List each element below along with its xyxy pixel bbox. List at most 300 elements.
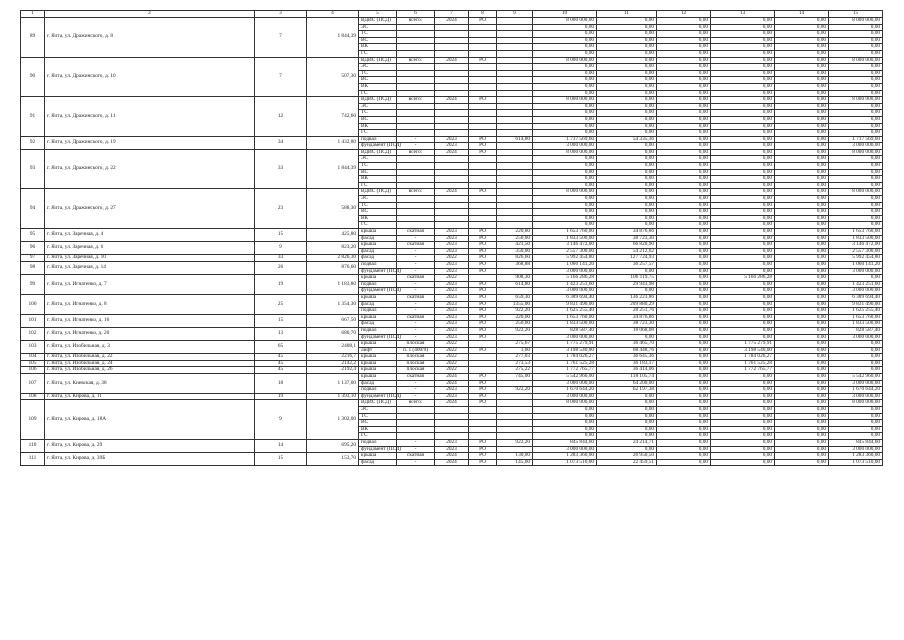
table-row xyxy=(21,149,883,156)
data-cell: 62 197,38 xyxy=(597,387,657,394)
data-cell: 3 000 000,00 xyxy=(829,268,883,275)
data-cell: 2023 xyxy=(435,242,469,249)
data-cell: 0,00 xyxy=(775,413,829,420)
data-cell: 3 000 000,00 xyxy=(533,288,597,295)
data-cell: 8 000 000,00 xyxy=(533,57,597,64)
data-cell: 0,00 xyxy=(533,70,597,77)
data-cell: 0,00 xyxy=(657,413,711,420)
object-area-cell: 1 354,30 xyxy=(307,294,359,314)
data-cell xyxy=(435,70,469,77)
data-cell: всего: xyxy=(397,18,435,25)
data-cell: 0,00 xyxy=(775,440,829,447)
data-cell: 3 146 472,00 xyxy=(829,242,883,249)
data-cell: 0,00 xyxy=(597,169,657,176)
data-cell: 0,00 xyxy=(657,24,711,31)
data-cell: 36 257,57 xyxy=(597,261,657,268)
data-cell: 273,53 xyxy=(497,360,533,367)
data-cell: 1 761 525,28 xyxy=(533,360,597,367)
data-cell: - xyxy=(397,321,435,328)
data-cell xyxy=(469,70,497,77)
data-cell: 0,00 xyxy=(711,196,775,203)
data-cell: 3 000 000,00 xyxy=(533,143,597,150)
data-cell: 1 283 360,00 xyxy=(533,453,597,460)
data-cell xyxy=(469,420,497,427)
data-cell: 0,00 xyxy=(533,90,597,97)
data-cell: 0,00 xyxy=(597,116,657,123)
data-cell: РО xyxy=(469,229,497,236)
data-cell: РО xyxy=(469,459,497,466)
data-cell: лифт xyxy=(359,347,397,354)
data-cell: 0,00 xyxy=(657,301,711,308)
data-cell: 1 784 026,27 xyxy=(533,354,597,361)
table-row xyxy=(21,189,883,196)
data-cell: 0,00 xyxy=(533,24,597,31)
data-cell: 0,00 xyxy=(775,103,829,110)
data-cell: 922,20 xyxy=(497,308,533,315)
object-address-cell: г. Ялта, ул. Дражинского, д. 10 xyxy=(45,57,255,97)
data-cell: ТС xyxy=(359,31,397,38)
data-cell: 0,00 xyxy=(657,459,711,466)
data-cell xyxy=(469,31,497,38)
object-address-cell: г. Ялта, ул. Дражинского, д. 22 xyxy=(45,149,255,189)
data-cell: РО xyxy=(469,189,497,196)
data-cell xyxy=(435,426,469,433)
data-cell xyxy=(397,123,435,130)
data-cell xyxy=(497,64,533,71)
data-cell: 922,20 xyxy=(497,440,533,447)
data-cell: ВС xyxy=(359,420,397,427)
data-cell: 0,00 xyxy=(533,176,597,183)
data-cell: 0,00 xyxy=(597,64,657,71)
data-cell: скатная xyxy=(397,275,435,282)
data-cell: - xyxy=(397,288,435,295)
document-sheet xyxy=(20,10,882,466)
data-cell: 0,00 xyxy=(775,367,829,374)
data-cell: 0,00 xyxy=(829,24,883,31)
data-cell: 0,00 xyxy=(829,222,883,229)
data-cell: 0,00 xyxy=(829,163,883,170)
data-cell: ГС xyxy=(359,182,397,189)
data-cell: 0,00 xyxy=(657,222,711,229)
data-cell: - xyxy=(397,301,435,308)
data-cell xyxy=(435,64,469,71)
data-cell: ТС xyxy=(359,202,397,209)
data-cell xyxy=(497,196,533,203)
data-cell xyxy=(435,407,469,414)
data-cell: 0,00 xyxy=(711,327,775,334)
data-cell: фасад xyxy=(359,380,397,387)
data-cell: 922,20 xyxy=(497,387,533,394)
data-cell xyxy=(497,163,533,170)
data-cell: 8 000 000,00 xyxy=(533,18,597,25)
data-cell: фундамент (ПСД) xyxy=(359,143,397,150)
data-cell xyxy=(397,413,435,420)
object-area-cell: 1 183,80 xyxy=(307,275,359,295)
data-cell: 0,00 xyxy=(711,235,775,242)
data-cell: 0,00 xyxy=(775,374,829,381)
data-cell: 220,00 xyxy=(497,314,533,321)
data-cell: 614,80 xyxy=(497,281,533,288)
data-cell: 0,00 xyxy=(711,116,775,123)
data-cell: 421,50 xyxy=(497,242,533,249)
object-address-cell: г. Ялта, ул. Игнатенко, д. 16 xyxy=(45,314,255,327)
data-cell: 0,00 xyxy=(829,83,883,90)
data-cell xyxy=(397,420,435,427)
data-cell: 0,00 xyxy=(597,24,657,31)
data-cell: 0,00 xyxy=(711,176,775,183)
data-cell: 0,00 xyxy=(657,440,711,447)
data-cell: 0,00 xyxy=(775,24,829,31)
object-area-cell: 823,20 xyxy=(307,242,359,255)
data-cell: подвал xyxy=(359,136,397,143)
data-cell xyxy=(469,156,497,163)
data-cell: 0,00 xyxy=(657,202,711,209)
data-cell: 0,00 xyxy=(597,334,657,341)
data-cell: ВК xyxy=(359,426,397,433)
data-cell: 0,00 xyxy=(533,433,597,440)
object-number-cell: 109 xyxy=(21,400,45,440)
column-number-cell: 13 xyxy=(711,11,775,18)
data-cell: 0,00 xyxy=(711,321,775,328)
data-cell: 2023 xyxy=(435,268,469,275)
data-cell: РО xyxy=(469,334,497,341)
data-cell: 2023 xyxy=(435,261,469,268)
data-cell: 1 833 500,00 xyxy=(829,235,883,242)
data-cell: 0,00 xyxy=(657,387,711,394)
object-address-cell: г. Ялта, ул. Игнатенко, д. 20 xyxy=(45,327,255,340)
data-cell: крыша xyxy=(359,374,397,381)
data-cell: 38 723,30 xyxy=(597,235,657,242)
data-cell: РО xyxy=(469,248,497,255)
data-cell: 275,22 xyxy=(497,367,533,374)
data-cell xyxy=(397,426,435,433)
data-cell: РО xyxy=(469,393,497,400)
data-cell xyxy=(435,156,469,163)
data-cell: - xyxy=(397,393,435,400)
data-cell: 0,00 xyxy=(657,380,711,387)
object-area-cell: 876,60 xyxy=(307,261,359,274)
data-cell: 0,00 xyxy=(775,347,829,354)
data-cell: 0,00 xyxy=(775,288,829,295)
data-cell xyxy=(397,176,435,183)
column-number-cell: 1 xyxy=(21,11,45,18)
data-cell: 0,00 xyxy=(775,400,829,407)
data-cell xyxy=(435,202,469,209)
data-cell: 0,00 xyxy=(657,229,711,236)
data-cell: 2022 xyxy=(435,255,469,262)
data-cell: 2022 xyxy=(435,354,469,361)
data-cell: 22 459,51 xyxy=(597,459,657,466)
data-cell: 0,00 xyxy=(533,116,597,123)
object-count-cell: 26 xyxy=(255,261,307,274)
object-count-cell: 7 xyxy=(255,18,307,58)
data-cell: 1 060 141,20 xyxy=(533,261,597,268)
data-cell xyxy=(497,37,533,44)
data-cell xyxy=(435,209,469,216)
data-cell: 0,00 xyxy=(775,215,829,222)
data-cell xyxy=(435,176,469,183)
data-cell xyxy=(397,215,435,222)
data-cell: 1 670 644,20 xyxy=(533,387,597,394)
data-cell: РО xyxy=(469,301,497,308)
data-cell xyxy=(397,44,435,51)
data-cell: плоская xyxy=(397,354,435,361)
data-cell: 0,00 xyxy=(597,446,657,453)
data-cell: 0,00 xyxy=(711,70,775,77)
data-cell: 2024 xyxy=(435,57,469,64)
object-count-cell: 19 xyxy=(255,275,307,295)
data-cell: - xyxy=(397,446,435,453)
data-cell: - xyxy=(397,459,435,466)
data-cell: 1 772 765,77 xyxy=(711,367,775,374)
data-cell xyxy=(469,202,497,209)
object-area-cell: 1 137,00 xyxy=(307,374,359,394)
data-cell xyxy=(435,196,469,203)
data-cell: ТС xyxy=(359,110,397,117)
object-count-cell: 14 xyxy=(255,440,307,453)
data-cell xyxy=(469,413,497,420)
data-cell: ВДИС (ПСД) xyxy=(359,97,397,104)
object-address-cell: г. Ялта, ул. Кирова, д. 11 xyxy=(45,393,255,400)
data-cell xyxy=(497,90,533,97)
data-cell: 9 831 490,00 xyxy=(829,301,883,308)
data-cell: 0,00 xyxy=(711,156,775,163)
data-cell xyxy=(497,215,533,222)
data-cell: - xyxy=(397,143,435,150)
data-cell: 0,00 xyxy=(597,222,657,229)
data-cell: 0,00 xyxy=(775,453,829,460)
data-cell xyxy=(497,83,533,90)
data-cell xyxy=(469,215,497,222)
data-cell: 6 389 694,40 xyxy=(829,294,883,301)
data-cell: ТС xyxy=(359,413,397,420)
data-cell: 8 000 000,00 xyxy=(829,149,883,156)
data-cell: 0,00 xyxy=(829,156,883,163)
data-cell: 0,00 xyxy=(829,169,883,176)
data-cell: 0,00 xyxy=(775,31,829,38)
data-cell: 0,00 xyxy=(711,459,775,466)
data-cell: фасад xyxy=(359,248,397,255)
data-cell: 0,00 xyxy=(657,374,711,381)
object-number-cell: 98 xyxy=(21,261,45,274)
data-cell: 0,00 xyxy=(775,327,829,334)
data-cell: фундамент (ПСД) xyxy=(359,334,397,341)
data-cell: плоская xyxy=(397,360,435,367)
data-cell: 2024 xyxy=(435,149,469,156)
object-area-cell: 153,70 xyxy=(307,453,359,466)
data-cell: 0,00 xyxy=(597,420,657,427)
data-cell: 3 000 000,00 xyxy=(533,334,597,341)
column-number-cell: 5 xyxy=(359,11,397,18)
data-cell: 2024 xyxy=(435,453,469,460)
data-cell: 0,00 xyxy=(657,116,711,123)
column-number-cell: 11 xyxy=(597,11,657,18)
data-cell: 0,00 xyxy=(657,196,711,203)
data-cell: ЭС xyxy=(359,103,397,110)
data-cell: 0,00 xyxy=(657,327,711,334)
object-count-cell: 45 xyxy=(255,354,307,361)
data-cell: 0,00 xyxy=(711,90,775,97)
data-cell: РО xyxy=(469,321,497,328)
data-cell: 0,00 xyxy=(711,169,775,176)
data-cell: плоская xyxy=(397,367,435,374)
column-number-cell: 6 xyxy=(397,11,435,18)
object-area-cell: 695,20 xyxy=(307,440,359,453)
data-cell xyxy=(469,407,497,414)
data-cell: 1 073 510,00 xyxy=(829,459,883,466)
data-cell: 0,00 xyxy=(597,149,657,156)
object-number-cell: 91 xyxy=(21,97,45,137)
data-cell: 66 820,90 xyxy=(597,242,657,249)
table-row xyxy=(21,327,883,334)
data-cell: 0,00 xyxy=(775,387,829,394)
data-cell xyxy=(435,413,469,420)
data-cell: 0,00 xyxy=(775,407,829,414)
column-number-cell: 14 xyxy=(775,11,829,18)
data-cell: всего: xyxy=(397,57,435,64)
object-count-cell: 45 xyxy=(255,360,307,367)
data-cell: 2023 xyxy=(435,393,469,400)
data-cell: РО xyxy=(469,446,497,453)
object-address-cell: г. Ялта, ул. Заречная, д. 14 xyxy=(45,261,255,274)
data-cell: 0,00 xyxy=(597,189,657,196)
data-cell xyxy=(397,24,435,31)
data-cell: 28 251,76 xyxy=(597,308,657,315)
data-cell xyxy=(497,44,533,51)
data-cell: 0,00 xyxy=(711,163,775,170)
data-cell: 3 198 540,00 xyxy=(711,347,775,354)
data-cell: 0,00 xyxy=(711,215,775,222)
data-cell: 0,00 xyxy=(775,268,829,275)
object-number-cell: 105 xyxy=(21,360,45,367)
data-cell: 0,00 xyxy=(597,268,657,275)
data-cell: ЭС xyxy=(359,196,397,203)
data-cell: подвал xyxy=(359,281,397,288)
data-cell: 0,00 xyxy=(533,202,597,209)
data-cell: ГС xyxy=(359,130,397,137)
data-cell: 36 465,70 xyxy=(597,341,657,348)
data-cell xyxy=(469,354,497,361)
data-cell: 0,00 xyxy=(711,413,775,420)
data-cell: 0,00 xyxy=(597,44,657,51)
data-cell: фасад xyxy=(359,235,397,242)
data-cell: - xyxy=(397,327,435,334)
data-cell: 0,00 xyxy=(657,90,711,97)
data-cell xyxy=(497,116,533,123)
data-cell: 3 000 000,00 xyxy=(533,268,597,275)
data-cell: всего: xyxy=(397,189,435,196)
data-cell xyxy=(435,24,469,31)
data-cell: 0,00 xyxy=(657,50,711,57)
data-cell: всего: xyxy=(397,149,435,156)
data-cell: 828 587,40 xyxy=(533,327,597,334)
data-cell xyxy=(497,209,533,216)
data-cell xyxy=(497,103,533,110)
data-cell xyxy=(497,400,533,407)
data-cell: 0,00 xyxy=(775,163,829,170)
data-cell: 0,00 xyxy=(533,31,597,38)
data-cell: 1 423 251,60 xyxy=(829,281,883,288)
data-cell: 0,00 xyxy=(829,50,883,57)
data-cell: 0,00 xyxy=(711,222,775,229)
data-cell xyxy=(435,169,469,176)
data-cell: 0,00 xyxy=(775,57,829,64)
object-count-cell: 9 xyxy=(255,242,307,255)
object-area-cell: 2408,1 xyxy=(307,341,359,354)
data-cell: ВДИС (ПСД) xyxy=(359,149,397,156)
data-cell: 0,00 xyxy=(829,354,883,361)
data-cell: 0,00 xyxy=(775,83,829,90)
data-cell: 0,00 xyxy=(711,420,775,427)
data-cell: 0,00 xyxy=(775,18,829,25)
data-cell: 0,00 xyxy=(775,209,829,216)
column-number-cell: 3 xyxy=(255,11,307,18)
data-cell: 2023 xyxy=(435,387,469,394)
data-cell: 145,00 xyxy=(497,459,533,466)
data-cell: 2023 xyxy=(435,440,469,447)
data-cell: 0,00 xyxy=(711,242,775,249)
data-cell: 0,00 xyxy=(597,97,657,104)
data-cell: 828 587,40 xyxy=(829,327,883,334)
data-cell: 0,00 xyxy=(597,123,657,130)
data-cell: 0,00 xyxy=(711,426,775,433)
data-cell: 0,00 xyxy=(597,90,657,97)
column-number-cell: 8 xyxy=(469,11,497,18)
data-cell: фундамент (ПСД) xyxy=(359,268,397,275)
data-cell: 0,00 xyxy=(711,268,775,275)
data-cell xyxy=(397,156,435,163)
data-cell: 845 844,60 xyxy=(533,440,597,447)
data-cell: 0,00 xyxy=(657,189,711,196)
data-cell: 1355,00 xyxy=(497,301,533,308)
data-cell: 0,00 xyxy=(657,248,711,255)
data-cell: подвал xyxy=(359,387,397,394)
data-cell: 0,00 xyxy=(657,176,711,183)
data-cell: 0,00 xyxy=(775,169,829,176)
data-cell: 0,00 xyxy=(597,57,657,64)
data-cell: крыша xyxy=(359,453,397,460)
data-cell: 0,00 xyxy=(597,31,657,38)
data-cell: 0,00 xyxy=(657,367,711,374)
data-cell: 277,03 xyxy=(497,354,533,361)
data-cell: 0,00 xyxy=(657,360,711,367)
data-cell: - xyxy=(397,261,435,268)
data-cell: 8 000 000,00 xyxy=(829,189,883,196)
data-cell: 106 119,75 xyxy=(597,275,657,282)
data-cell: РО xyxy=(469,327,497,334)
data-cell: 0,00 xyxy=(533,103,597,110)
data-cell: плоская xyxy=(397,341,435,348)
data-cell: 5 542 960,00 xyxy=(829,374,883,381)
data-cell: всего: xyxy=(397,97,435,104)
data-cell: 0,00 xyxy=(657,77,711,84)
data-cell xyxy=(469,196,497,203)
object-count-cell: 13 xyxy=(255,327,307,340)
data-cell xyxy=(397,83,435,90)
data-cell: 36 183,17 xyxy=(597,360,657,367)
data-cell: 1 833 500,00 xyxy=(533,321,597,328)
object-number-cell: 99 xyxy=(21,275,45,295)
object-number-cell: 96 xyxy=(21,242,45,255)
data-cell: 0,00 xyxy=(775,136,829,143)
data-cell: 0,00 xyxy=(657,143,711,150)
data-cell: подвал xyxy=(359,261,397,268)
data-cell: 0,00 xyxy=(533,130,597,137)
data-cell: 0,00 xyxy=(533,44,597,51)
data-cell: 1 653 760,00 xyxy=(533,229,597,236)
data-cell: 745,00 xyxy=(497,374,533,381)
data-cell: 0,00 xyxy=(775,446,829,453)
